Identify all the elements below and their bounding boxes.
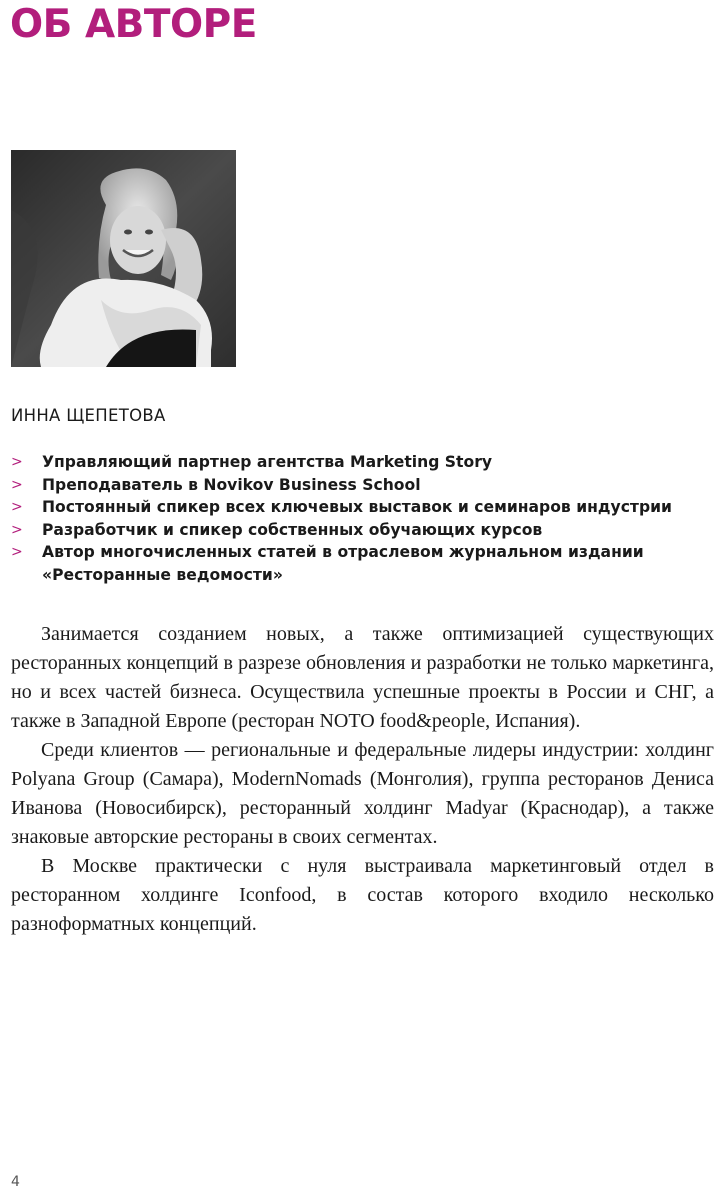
list-item xyxy=(11,541,716,586)
bullet-chevron-icon: > xyxy=(11,499,23,516)
author-biography xyxy=(11,620,714,939)
bio-paragraph: Среди клиентов — региональные и федеральные лидеры индустрии: холдинг Polyana Group (Самара), ModernNomads (Монголия), группа ресторанов Дениса Иванова (Новосибирск), ресторанный холдинг Madyar (Краснодар), а также знаковые авторские рестораны в своих сегментах. xyxy=(11,739,714,848)
list-item-text: Преподаватель в Novikov Business School xyxy=(42,475,421,494)
bio-paragraph: В Москве практически с нуля выстраивала маркетинговый отдел в ресторанном холдинге Iconfood, в состав которого входило несколько разноформатных концепций. xyxy=(11,855,714,935)
list-item-text: Постоянный спикер всех ключевых выставок и семинаров индустрии xyxy=(42,498,672,517)
author-roles-list xyxy=(11,451,716,587)
page-title: ОБ АВТОРЕ xyxy=(10,2,257,47)
bio-paragraph: Занимается созданием новых, а также оптимизацией существующих ресторанных концепций в разрезе обновления и разработки не только маркетинга, но и всех частей бизнеса. Осуществила успешные проекты в России и СНГ, а также в Западной Европе (ресторан NOTO food&people, Испания). xyxy=(11,623,714,732)
bullet-chevron-icon: > xyxy=(11,544,23,561)
list-item-text: Автор многочисленных статей в отраслевом журнальном издании «Ресторанные ведомости» xyxy=(42,543,644,584)
bullet-chevron-icon: > xyxy=(11,476,23,493)
list-item xyxy=(11,451,716,474)
list-item xyxy=(11,474,716,497)
bullet-chevron-icon: > xyxy=(11,454,23,470)
list-item-text: Разработчик и спикер собственных обучающих курсов xyxy=(42,520,543,539)
list-item xyxy=(11,496,716,519)
author-photo xyxy=(11,150,236,367)
page-number: 4 xyxy=(11,1174,20,1190)
list-item xyxy=(11,519,716,542)
bullet-chevron-icon: > xyxy=(11,521,23,538)
author-name: ИННА ЩЕПЕТОВА xyxy=(11,406,166,425)
list-item-text: Управляющий партнер агентства Marketing Story xyxy=(42,453,493,471)
